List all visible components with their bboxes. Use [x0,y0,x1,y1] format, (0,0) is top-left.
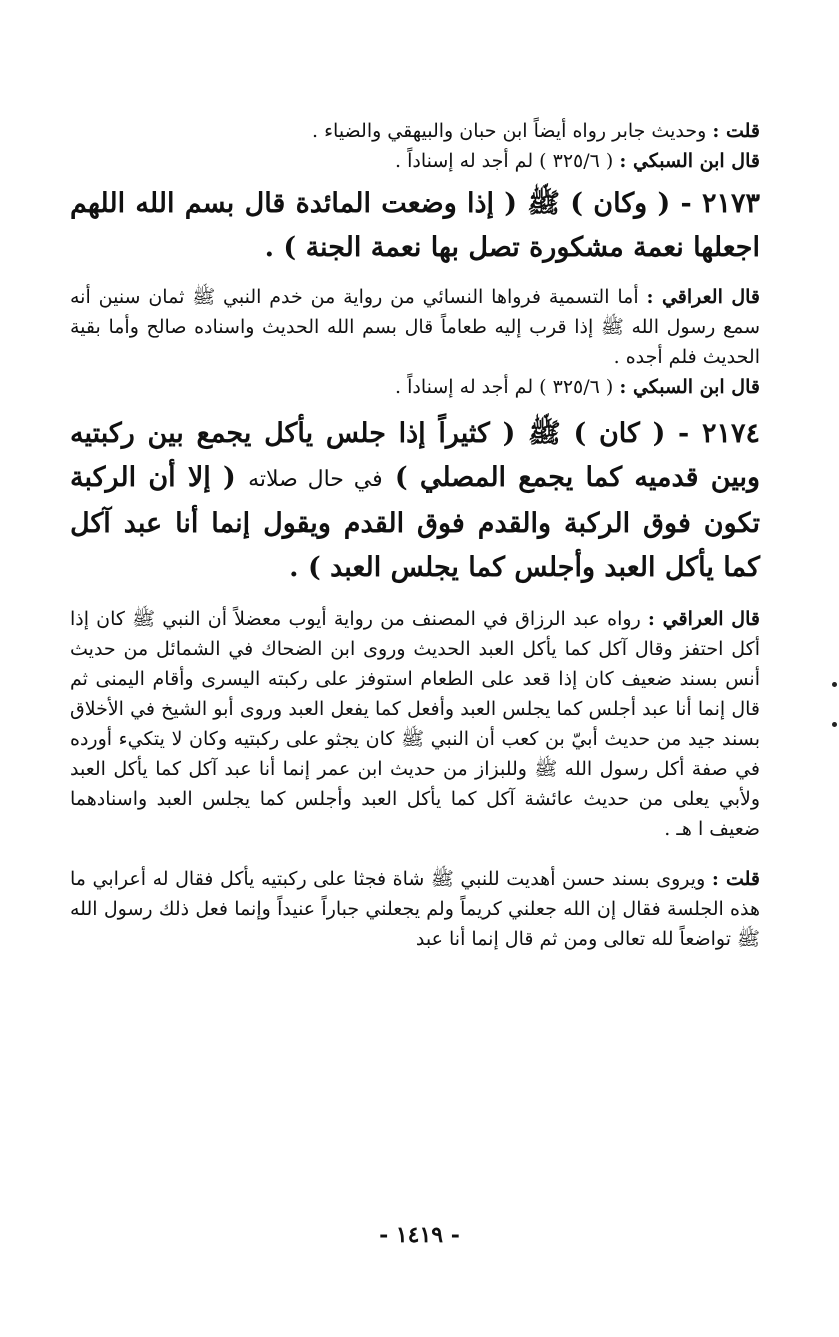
page-number: - ١٤١٩ - [379,1222,460,1248]
note-ibn-subki [70,372,760,402]
hadith-text-continued: ( إلا أن الركبة تكون فوق الركبة والقدم فوق القدم ويقول إنما أنا عبد آكل كما يأكل العبد وأجلس كما يجلس العبد ) . [70,462,760,583]
scan-speck [832,722,837,727]
hadith-text: ( إذا وضعت المائدة قال بسم الله اللهم اجعلها نعمة مشكورة تصل بها نعمة الجنة ) . [70,188,760,263]
hadith-2173 [70,182,760,270]
note-ibn-subki [70,146,760,176]
note-label: قال ابن السبكي : [619,150,760,172]
note-iraqi [70,282,760,372]
hadith-number: ٢١٧٣ - ( وكان ) ﷺ [527,188,760,219]
note-label: قلت : [711,868,760,890]
note-label: قلت : [712,120,760,142]
note-iraqi [70,604,760,844]
hadith-2174 [70,412,760,590]
note-label: قال العراقي : [647,608,760,630]
scan-speck [832,682,837,687]
note-qultu [70,864,760,954]
note-label: قال ابن السبكي : [619,376,760,398]
hadith-text: ( كثيراً إذا جلس يأكل يجمع بين ركبتيه وبين قدميه كما يجمع المصلي ) [70,418,761,493]
note-text: وحديث جابر رواه أيضاً ابن حبان والبيهقي والضياء . [312,120,707,142]
note-text: ويروى بسند حسن أهديت للنبي ﷺ شاة فجثا على ركبتيه يأكل فقال له أعرابي ما هذه الجلسة فقال إن الله جعلني كريماً ولم يجعلني جباراً عنيداً وإنما فعل ذلك رسول الله ﷺ تواضعاً لله تعالى ومن ثم قال إنما أنا عبد [70,868,760,950]
note-text: أما التسمية فرواها النسائي من رواية من خدم النبي ﷺ ثمان سنين أنه سمع رسول الله ﷺ إذا قرب إليه طعاماً قال بسم الله الحديث واسناده صالح وأما بقية الحديث فلم أجده . [70,286,760,368]
note-text: ( ٣٢٥/٦ ) لم أجد له إسناداً . [395,150,614,172]
book-page [70,110,760,954]
note-text: ( ٣٢٥/٦ ) لم أجد له إسناداً . [395,376,614,398]
note-label: قال العراقي : [646,286,760,308]
note-text: رواه عبد الرزاق في المصنف من رواية أيوب معضلاً أن النبي ﷺ كان إذا أكل احتفز وقال آكل كما يأكل العبد الحديث وروى ابن الضحاك في الشمائل من حديث أنس بسند ضعيف كان إذا قعد على الطعام استوفز على ركبته اليسرى وأقام اليمنى ثم قال إنما أنا عبد أجلس كما يجلس العبد وأفعل كما يفعل العبد وروى أبو الشيخ في الأخلاق بسند جيد من حديث أبيّ بن كعب أن النبي ﷺ كان يجثو على ركبتيه وكان لا يتكيء أورده في صفة أكل رسول الله ﷺ وللبزاز من حديث ابن عمر إنما أنا عبد آكل كما يأكل العبد ولأبي يعلى من حديث عائشة آكل كما يأكل العبد وأجلس كما يجلس العبد واسنادهما ضعيف ا هـ . [70,608,760,840]
hadith-number: ٢١٧٤ - ( كان ) ﷺ [528,418,760,449]
hadith-inline-note: في حال صلاته [248,467,383,492]
note-qultu [70,116,760,146]
